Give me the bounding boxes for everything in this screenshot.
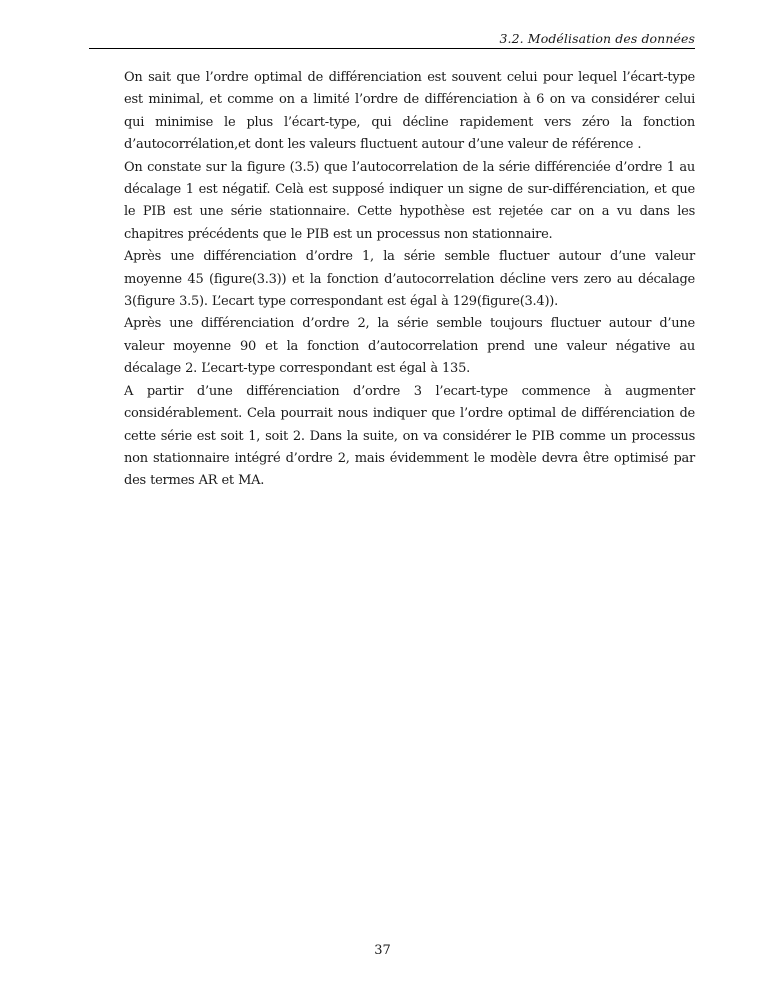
running-header [89,28,695,49]
section-title: 3.2. Modélisation des données [499,31,695,46]
paragraph-order-2: Après une différenciation d’ordre 2, la série semble toujours fluctuer autour d’une valeur moyenne 90 et la fonction d’autocorrelation prend une valeur négative au décalage 2. L’ecart-type correspondant est égal à 135. [124,316,695,377]
body-text [124,67,695,493]
paragraph-optimal-order: On sait que l’ordre optimal de différenciation est souvent celui pour lequel l’écart-type est minimal, et comme on a limité l’ordre de différenciation à 6 on va considérer celui qui minimise le plus l’écart-type, qui décline rapidement vers zéro la fonction d’autocorrélation,et dont les valeurs fluctuent autour d’une valeur de référence . [124,70,695,153]
paragraph-order-3-conclusion: A partir d’une différenciation d’ordre 3 l’ecart-type commence à augmenter considérablement. Cela pourrait nous indiquer que l’ordre optimal de différenciation de cette série est soit 1, soit 2. Dans la suite, on va considérer le PIB comme un processus non stationnaire intégré d’ordre 2, mais évidemment le modèle devra être optimisé par des termes AR et MA. [124,383,695,489]
paragraph-autocorrelation-observation: On constate sur la figure (3.5) que l’autocorrelation de la série différenciée d’ordre 1 au décalage 1 est négatif. Celà est supposé indiquer un signe de sur-différenciation, et que le PIB est une série stationnaire. Cette hypothèse est rejetée car on a vu dans les chapitres précédents que le PIB est un processus non stationnaire. [124,159,695,242]
page-number: 37 [374,943,391,958]
paragraph-order-1: Après une différenciation d’ordre 1, la série semble fluctuer autour d’une valeur moyenne 45 (figure(3.3)) et la fonction d’autocorrelation décline vers zero au décalage 3(figure 3.5). L’ecart type correspondant est égal à 129(figure(3.4)). [124,249,695,310]
